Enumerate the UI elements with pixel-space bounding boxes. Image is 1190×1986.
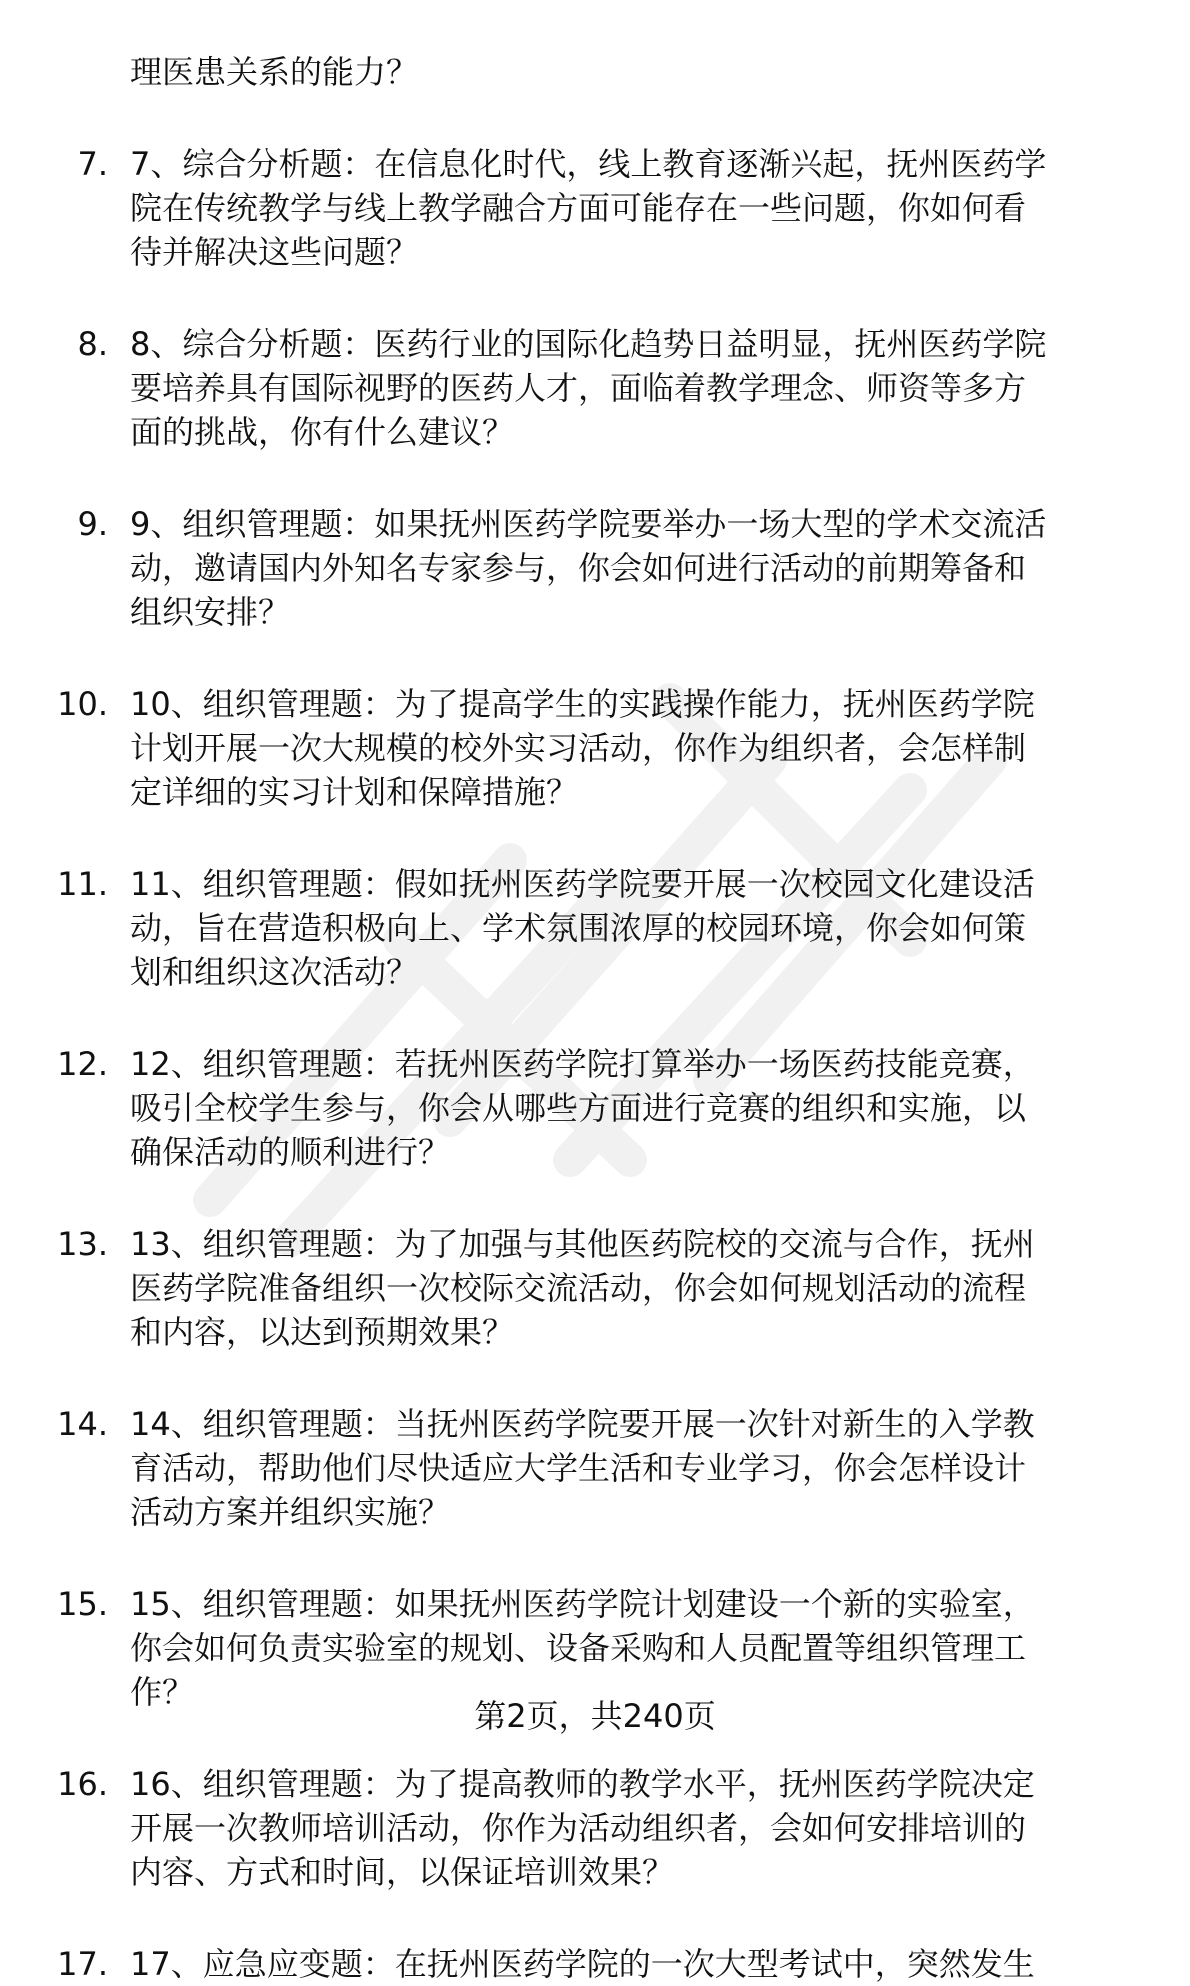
page-footer: 第2页，共240页	[474, 1697, 716, 1735]
item-text-line: 计划开展一次大规模的校外实习活动，你作为组织者，会怎样制	[130, 729, 1027, 767]
item-text-line: 9、组织管理题：如果抚州医药学院要举办一场大型的学术交流活	[130, 505, 1047, 543]
item-text-line: 7、综合分析题：在信息化时代，线上教育逐渐兴起，抚州医药学	[130, 145, 1047, 183]
item-number: 10.	[57, 685, 108, 723]
item-text-line: 14、组织管理题：当抚州医药学院要开展一次针对新生的入学教	[130, 1405, 1035, 1443]
item-text-line: 定详细的实习计划和保障措施？	[130, 773, 579, 811]
item-text	[130, 1942, 1170, 1986]
item-number: 13.	[57, 1225, 108, 1263]
item-text-line: 育活动，帮助他们尽快适应大学生活和专业学习，你会怎样设计	[130, 1449, 1027, 1487]
item-text	[130, 1222, 1170, 1354]
item-text-line: 和内容，以达到预期效果？	[130, 1313, 515, 1351]
item-number: 15.	[57, 1585, 108, 1623]
item-text-line: 待并解决这些问题？	[130, 233, 419, 271]
continuation-text: 理医患关系的能力？	[130, 53, 419, 91]
item-text-line: 动，旨在营造积极向上、学术氛围浓厚的校园环境，你会如何策	[130, 909, 1027, 947]
item-number: 17.	[57, 1945, 108, 1983]
item-text-line: 开展一次教师培训活动，你作为活动组织者，会如何安排培训的	[130, 1809, 1027, 1847]
item-text-line: 16、组织管理题：为了提高教师的教学水平，抚州医药学院决定	[130, 1765, 1035, 1803]
item-text-line: 8、综合分析题：医药行业的国际化趋势日益明显，抚州医药学院	[130, 325, 1047, 363]
item-text-line: 院在传统教学与线上教学融合方面可能存在一些问题，你如何看	[130, 189, 1027, 227]
item-number: 14.	[57, 1405, 108, 1443]
item-number: 9.	[77, 505, 108, 543]
item-text	[130, 862, 1170, 994]
item-number: 16.	[57, 1765, 108, 1803]
item-text	[130, 1042, 1170, 1174]
item-text-line: 确保活动的顺利进行？	[130, 1133, 451, 1171]
item-text-line: 13、组织管理题：为了加强与其他医药院校的交流与合作，抚州	[130, 1225, 1035, 1263]
item-text-line: 要培养具有国际视野的医药人才，面临着教学理念、师资等多方	[130, 369, 1027, 407]
item-text-line: 组织安排？	[130, 593, 291, 631]
item-number: 12.	[57, 1045, 108, 1083]
item-text	[130, 142, 1170, 274]
item-text-line: 11、组织管理题：假如抚州医药学院要开展一次校园文化建设活	[130, 865, 1035, 903]
item-text-line: 面的挑战，你有什么建议？	[130, 413, 515, 451]
item-text-line: 动，邀请国内外知名专家参与，你会如何进行活动的前期筹备和	[130, 549, 1027, 587]
item-text-line: 划和组织这次活动？	[130, 953, 419, 991]
item-text-line: 内容、方式和时间，以保证培训效果？	[130, 1853, 675, 1891]
item-number: 8.	[77, 325, 108, 363]
item-text	[130, 1762, 1170, 1894]
item-number: 7.	[77, 145, 108, 183]
item-text-line: 10、组织管理题：为了提高学生的实践操作能力，抚州医药学院	[130, 685, 1035, 723]
item-text-line: 作？	[130, 1673, 195, 1711]
item-text	[130, 682, 1170, 814]
item-text-line: 15、组织管理题：如果抚州医药学院计划建设一个新的实验室，	[130, 1585, 1035, 1623]
item-text	[130, 322, 1170, 454]
item-text	[130, 1402, 1170, 1534]
item-text-line: 医药学院准备组织一次校际交流活动，你会如何规划活动的流程	[130, 1269, 1027, 1307]
item-text-line: 你会如何负责实验室的规划、设备采购和人员配置等组织管理工	[130, 1629, 1027, 1667]
item-text-line: 12、组织管理题：若抚州医药学院打算举办一场医药技能竞赛，	[130, 1045, 1035, 1083]
item-text-line: 吸引全校学生参与，你会从哪些方面进行竞赛的组织和实施，以	[130, 1089, 1027, 1127]
item-text-line: 活动方案并组织实施？	[130, 1493, 451, 1531]
item-text-line: 17、应急应变题：在抚州医药学院的一次大型考试中，突然发生	[130, 1945, 1035, 1983]
item-text	[130, 502, 1170, 634]
item-number: 11.	[57, 865, 108, 903]
